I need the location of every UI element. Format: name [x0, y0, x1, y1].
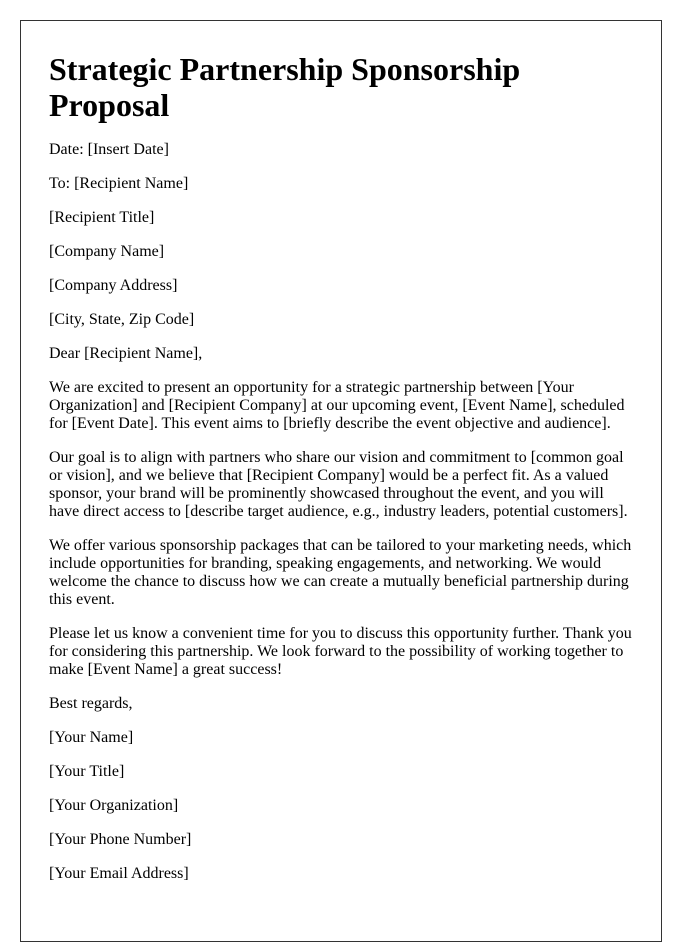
signature-organization: [Your Organization] — [49, 797, 179, 814]
company-address-line: [Company Address] — [49, 277, 178, 294]
company-name-line: [Company Name] — [49, 243, 165, 260]
closing: Best regards, — [49, 695, 133, 712]
body-paragraph-intro: We are excited to present an opportunity for a strategic partnership between [Your Organization] and [Recipient Company] at our upcoming event, [Event Name], scheduled for [Event Date]. This event aims to [briefly describe the event objective and audience]. — [49, 379, 625, 432]
body-paragraph-goal: Our goal is to align with partners who share our vision and commitment to [common goal or vision], and we believe that [Recipient Company] would be a perfect fit. As a valued sponsor, your brand will be prominently showcased throughout the event, and you will have direct access to [describe target audience, e.g., industry leaders, potential customers]. — [49, 449, 628, 520]
date-line: Date: [Insert Date] — [49, 141, 169, 158]
letter-title: Strategic Partnership Sponsorship Proposal — [49, 51, 521, 123]
recipient-name-line: To: [Recipient Name] — [49, 175, 189, 192]
letter-container — [20, 20, 662, 942]
city-state-zip-line: [City, State, Zip Code] — [49, 311, 195, 328]
body-paragraph-closing: Please let us know a convenient time for you to discuss this opportunity further. Thank you for considering this partnership. We look forward to the possibility of working together to make [Event Name] a great success! — [49, 625, 632, 678]
recipient-title-line: [Recipient Title] — [49, 209, 155, 226]
signature-phone: [Your Phone Number] — [49, 831, 192, 848]
signature-name: [Your Name] — [49, 729, 134, 746]
signature-title: [Your Title] — [49, 763, 125, 780]
body-paragraph-packages: We offer various sponsorship packages that can be tailored to your marketing needs, which include opportunities for branding, speaking engagements, and networking. We would welcome the chance to discuss how we can create a mutually beneficial partnership during this event. — [49, 537, 632, 608]
signature-email: [Your Email Address] — [49, 865, 189, 882]
salutation: Dear [Recipient Name], — [49, 345, 203, 362]
